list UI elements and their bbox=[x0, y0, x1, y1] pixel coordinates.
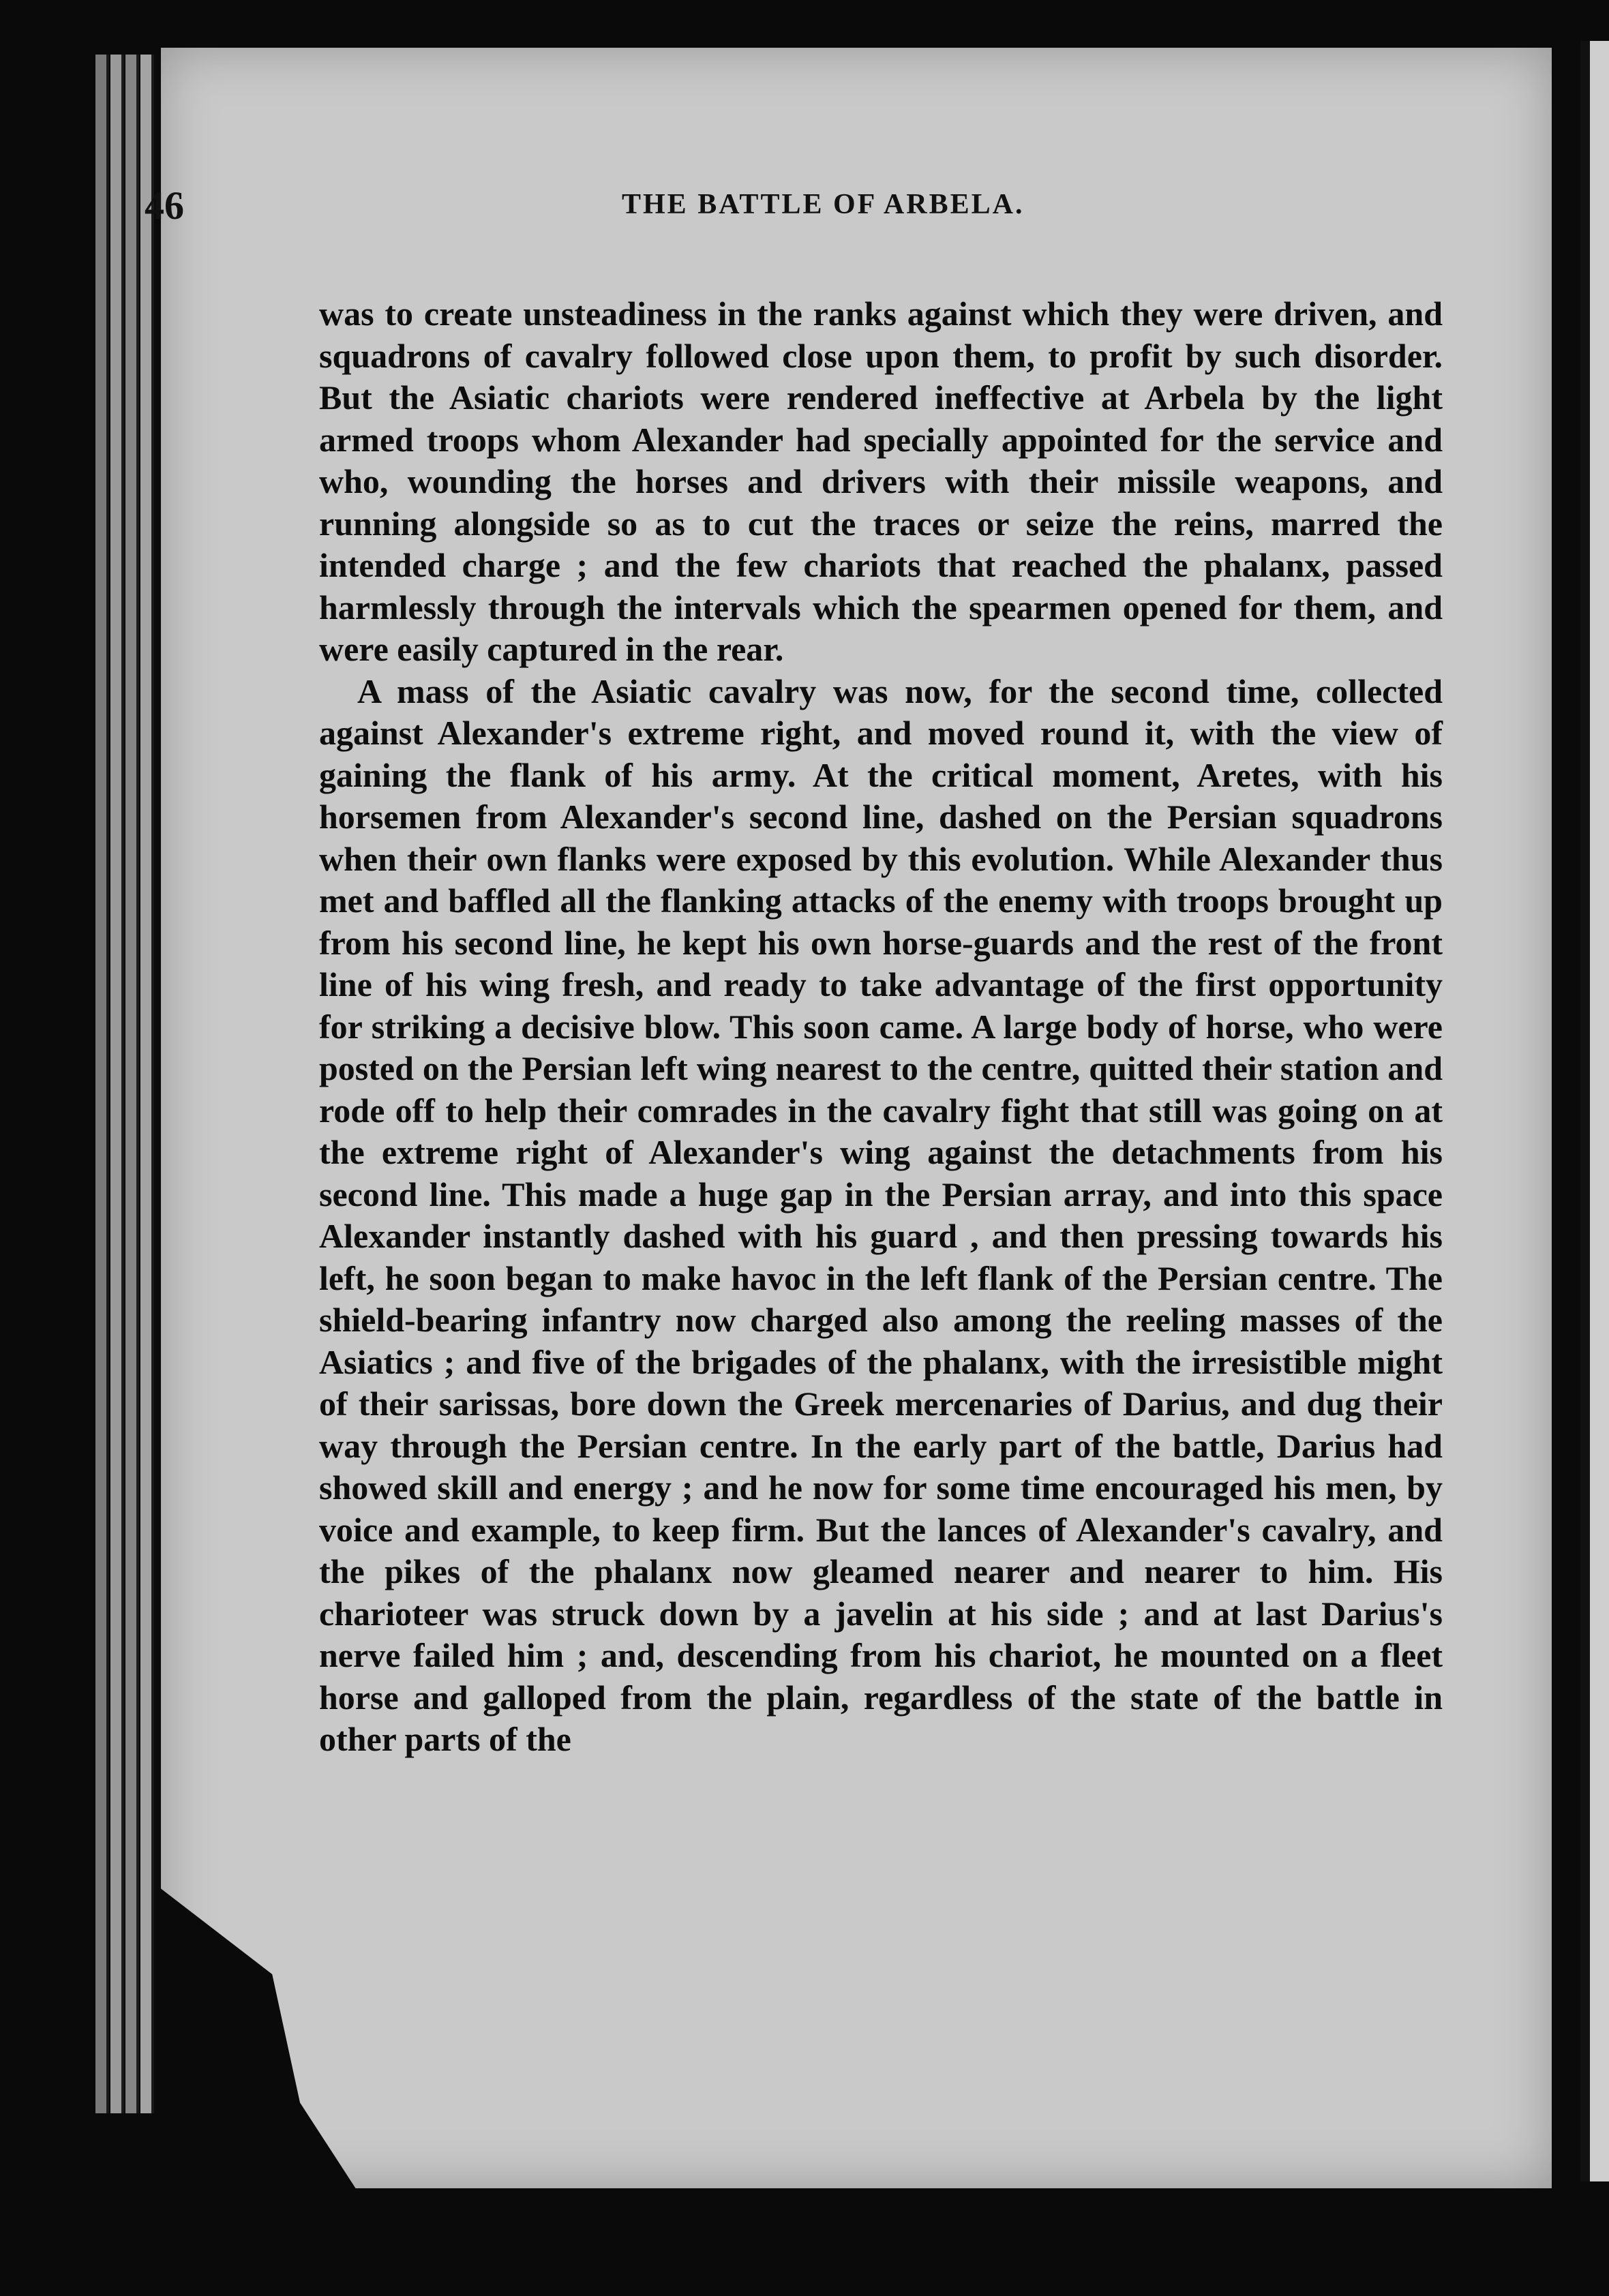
page-number: 46 bbox=[145, 183, 184, 228]
page-edge bbox=[95, 55, 109, 2113]
running-head: THE BATTLE OF ARBELA. bbox=[622, 189, 1025, 220]
page-edge bbox=[110, 55, 124, 2113]
page-edge bbox=[140, 55, 154, 2113]
page-edge bbox=[125, 55, 139, 2113]
page-header bbox=[145, 183, 1426, 244]
body-text bbox=[319, 293, 1443, 1761]
paragraph: A mass of the Asiatic cavalry was now, for the second time, collected against Alexander's extreme right, and moved round it, with the view of gaining the flank of his army. At the critical moment, Aretes, with his horsemen from Alexander's second line, dashed on the Persian squadrons when their own flanks were exposed by this evolution. While Alexander thus met and baffled all the flanking attacks of the enemy with troops brought up from his second line, he kept his own horse-guards and the rest of the front line of his wing fresh, and ready to take advantage of the first opportunity for striking a decisive blow. This soon came. A large body of horse, who were posted on the Persian left wing nearest to the centre, quitted their station and rode off to help their comrades in the cavalry fight that still was going on at the extreme right of Alexander's wing against the detachments from his second line. This made a huge gap in the Persian array, and into this space Alexander instantly dashed with his guard , and then pressing towards his left, he soon began to make havoc in the left flank of the Persian centre. The shield-bearing infantry now charged also among the reeling masses of the Asiatics ; and five of the brigades of the phalanx, with the irresistible might of their sarissas, bore down the Greek mercenaries of Darius, and dug their way through the Persian centre. In the early part of the battle, Darius had showed skill and energy ; and he now for some time encouraged his men, by voice and example, to keep firm. But the lances of Alexander's cavalry, and the pikes of the phalanx now gleamed nearer and nearer to him. His charioteer was struck down by a javelin at his side ; and at last Darius's nerve failed him ; and, descending from his chariot, he mounted on a fleet horse and galloped from the plain, regardless of the state of the battle in other parts of the bbox=[319, 671, 1443, 1758]
adjacent-page-edge bbox=[1580, 41, 1609, 2181]
paragraph: was to create unsteadiness in the ranks against which they were driven, and squadrons of cavalry followed close upon them, to profit by such disorder. But the Asiatic chariots were rendered ineffective at Arbela by the light armed troops whom Alexander had specially appointed for the service and who, wounding the horses and drivers with their missile weapons, and running alongside so as to cut the traces or seize the reins, marred the intended charge ; and the few chariots that reached the phalanx, passed harmlessly through the intervals which the spearmen opened for them, and were easily captured in the rear. bbox=[319, 294, 1443, 668]
